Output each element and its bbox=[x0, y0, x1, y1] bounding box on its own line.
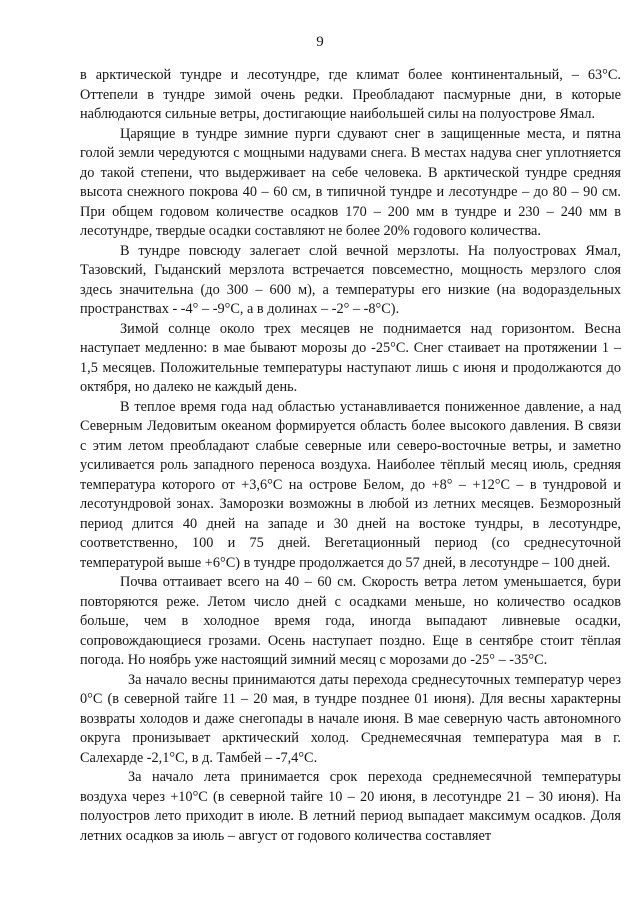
page-number: 9 bbox=[316, 34, 324, 50]
body-text bbox=[80, 66, 621, 846]
paragraph-spring-sun: Зимой солнце около трех месяцев не поднимается над горизонтом. Весна наступает медленно: в мае бывают морозы до -25°С. Снег стаивает на протяжении 1 – 1,5 месяцев. Положительные температуры наступают лишь с июня и продолжаются до октября, но далеко не каждый день. bbox=[80, 320, 621, 395]
paragraph-summer-start: За начало лета принимается срок перехода среднемесячной температуры воздуха через +10°С (в северной тайге 10 – 20 июня, в лесотундре 21 – 30 июня). На полуостров лето приходит в июле. В летний период выпадает максимум осадков. Доля летних осадков за июль – август от годового количества составляет bbox=[80, 769, 621, 844]
paragraph-spring-start: За начало весны принимаются даты перехода среднесуточных температур через 0°С (в северной тайге 11 – 20 мая, в тундре позднее 01 июня). Для весны характерны возвраты холодов и даже снегопады в начале июня. В мае северную часть автономного округа пронизывает арктический холод. Среднемесячная температура мая в г. Салехарде -2,1°С, в д. Тамбей – -7,4°С. bbox=[80, 671, 621, 766]
paragraph-snow-cover: Царящие в тундре зимние пурги сдувают снег в защищенные места, и пятна голой земли чередуются с мощными надувами снега. В местах надува снег уплотняется до такой степени, что выдерживает на себе человека. В арктической тундре средняя высота снежного покрова 40 – 60 см, в типичной тундре и лесотундре – до 80 – 90 см. При общем годовом количестве осадков 170 – 200 мм в тундре и 230 – 240 мм в лесотундре, твердые осадки составляют не более 20% годового количества. bbox=[80, 125, 621, 239]
paragraph-permafrost: В тундре повсюду залегает слой вечной мерзлоты. На полуостровах Ямал, Тазовский, Гыданский мерзлота встречается повсеместно, мощность мерзлого слоя здесь значительна (до 300 – 600 м), а температуры его низкие (на водораздельных пространствах - -4° – -9°С, а в долинах – -2° – -8°С). bbox=[80, 242, 621, 317]
paragraph-warm-season: В теплое время года над областью устанавливается пониженное давление, а над Северным Ледовитым океаном формируется область более высокого давления. В связи с этим летом преобладают слабые северные или северо-восточные ветры, и заметно усиливается роль западного переноса воздуха. Наиболее тёплый месяц июль, средняя температура которого от +3,6°С на острове Белом, до +8° – +12°С – в тундровой и лесотундровой зонах. Заморозки возможны в любой из летних месяцев. Безморозный период длится 40 дней на западе и 30 дней на востоке тундры, в лесотундре, соответственно, 100 и 75 дней. Вегетационный период (со среднесуточной температурой выше +6°С) в тундре продолжается до 57 дней, в лесотундре – 100 дней. bbox=[80, 398, 621, 571]
paragraph-continuation: в арктической тундре и лесотундре, где климат более континентальный, – 63°С. Оттепели в тундре зимой очень редки. Преобладают пасмурные дни, в которые наблюдаются сильные ветры, достигающие наибольшей силы на полуострове Ямал. bbox=[80, 67, 621, 122]
paragraph-soil-thaw: Почва оттаивает всего на 40 – 60 см. Скорость ветра летом уменьшается, бури повторяются реже. Летом число дней с осадками меньше, но количество осадков больше, чем в холодное время года, иногда выпадают ливневые осадки, сопровождающиеся грозами. Осень наступает поздно. Еще в сентябре стоит тёплая погода. Но ноябрь уже настоящий зимний месяц с морозами до -25° – -35°С. bbox=[80, 574, 621, 668]
